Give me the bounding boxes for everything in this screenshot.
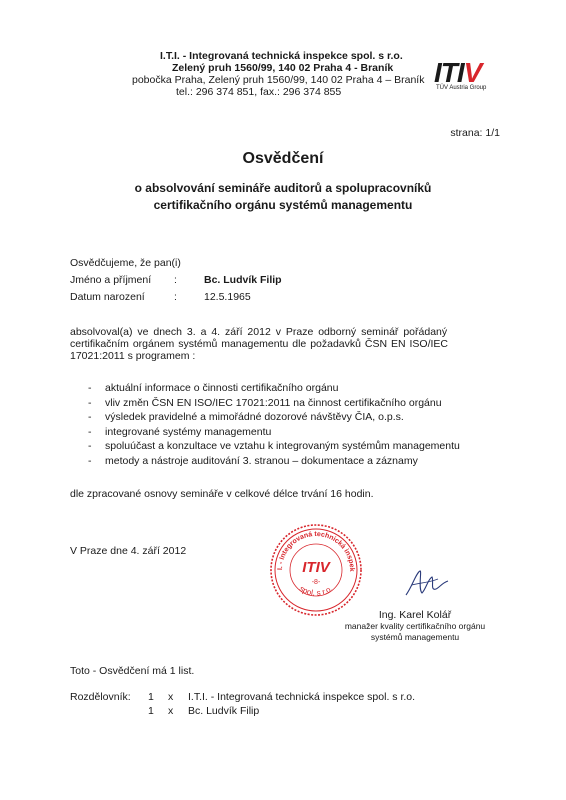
signatory-role-line-1: manažer kvality certifikačního orgánu: [344, 621, 486, 631]
stamp-ring-text: I. - Integrovaná technická inspek: [276, 530, 356, 572]
stamp-number: -8-: [311, 579, 321, 586]
company-stamp: [268, 522, 364, 618]
body-line-3: 17021:2011 s programem :: [70, 350, 196, 362]
signatory-name: Ing. Karel Kolář: [378, 609, 452, 621]
list-item: - výsledek pravidelné a mimořádné dozorové návštěvy ČIA, o.p.s.: [88, 411, 404, 423]
intro-text: Osvědčujeme, že pan(i): [70, 257, 181, 269]
company-address: Zelený pruh 1560/99, 140 02 Praha 4 - Braník: [172, 62, 394, 74]
signature: [402, 567, 452, 601]
signatory-role-line-2: systémů managementu: [370, 632, 460, 642]
signatory-block: [330, 609, 500, 643]
copies-note: Toto - Osvědčení má 1 list.: [70, 665, 195, 677]
body-line-1: absolvoval(a) ve dnech 3. a 4. září 2012 v Praze odborný seminář pořádaný: [70, 326, 448, 338]
logo-brand: ITI: [434, 57, 464, 88]
program-list: [88, 381, 460, 468]
distribution-label: Rozdělovník:: [70, 691, 131, 703]
distribution-x: x: [168, 705, 174, 717]
body-line-2: certifikačním orgánem systémů managementu dle požadavků ČSN EN ISO/IEC: [70, 338, 448, 350]
stamp-center: ITIV: [302, 559, 330, 576]
logo-subtext: TÜV Austria Group: [436, 85, 487, 91]
branch-address: pobočka Praha, Zelený pruh 1560/99, 140 02 Praha 4 – Braník: [132, 74, 425, 86]
list-item: - metody a nástroje auditování 3. stranou – dokumentace a záznamy: [88, 454, 418, 467]
subtitle-line-1: o absolvování semináře auditorů a spolupracovníků: [134, 181, 432, 195]
distribution-recipient: I.T.I. - Integrovaná technická inspekce spol. s r.o.: [188, 691, 416, 703]
subtitle-line-2: certifikačního orgánu systémů managementu: [153, 198, 413, 212]
name-separator: :: [174, 274, 177, 286]
birth-separator: :: [174, 291, 177, 303]
logo-accent: V: [463, 57, 482, 88]
itiv-logo: [434, 57, 534, 97]
distribution-count: 1: [148, 705, 154, 717]
duration-text: dle zpracované osnovy semináře v celkové délce trvání 16 hodin.: [70, 488, 374, 500]
place-date: V Praze dne 4. září 2012: [70, 545, 187, 557]
distribution-recipient: Bc. Ludvík Filip: [188, 705, 260, 717]
contact-info: tel.: 296 374 851, fax.: 296 374 855: [176, 86, 342, 98]
person-name: Bc. Ludvík Filip: [204, 274, 282, 286]
list-item: - integrované systémy managementu: [88, 425, 272, 438]
name-label: Jméno a příjmení: [70, 274, 152, 286]
distribution-x: x: [168, 691, 174, 703]
page-number: strana: 1/1: [450, 127, 500, 139]
company-name: I.T.I. - Integrovaná technická inspekce spol. s r.o.: [160, 50, 403, 62]
stamp-bottom: spol. s r.o.: [297, 584, 335, 598]
birth-label: Datum narození: [70, 291, 145, 303]
birth-date: 12.5.1965: [204, 291, 251, 303]
document-title: Osvědčení: [242, 150, 324, 167]
svg-text:spol. s r.o.: [298, 584, 334, 598]
list-item: - aktuální informace o činnosti certifikačního orgánu: [88, 382, 339, 394]
list-item: - vliv změn ČSN EN ISO/IEC 17021:2011 na činnost certifikačního orgánu: [88, 396, 442, 409]
list-item: - spoluúčast a konzultace ve vztahu k integrovaným systémům managementu: [88, 440, 460, 452]
distribution-count: 1: [148, 691, 154, 703]
